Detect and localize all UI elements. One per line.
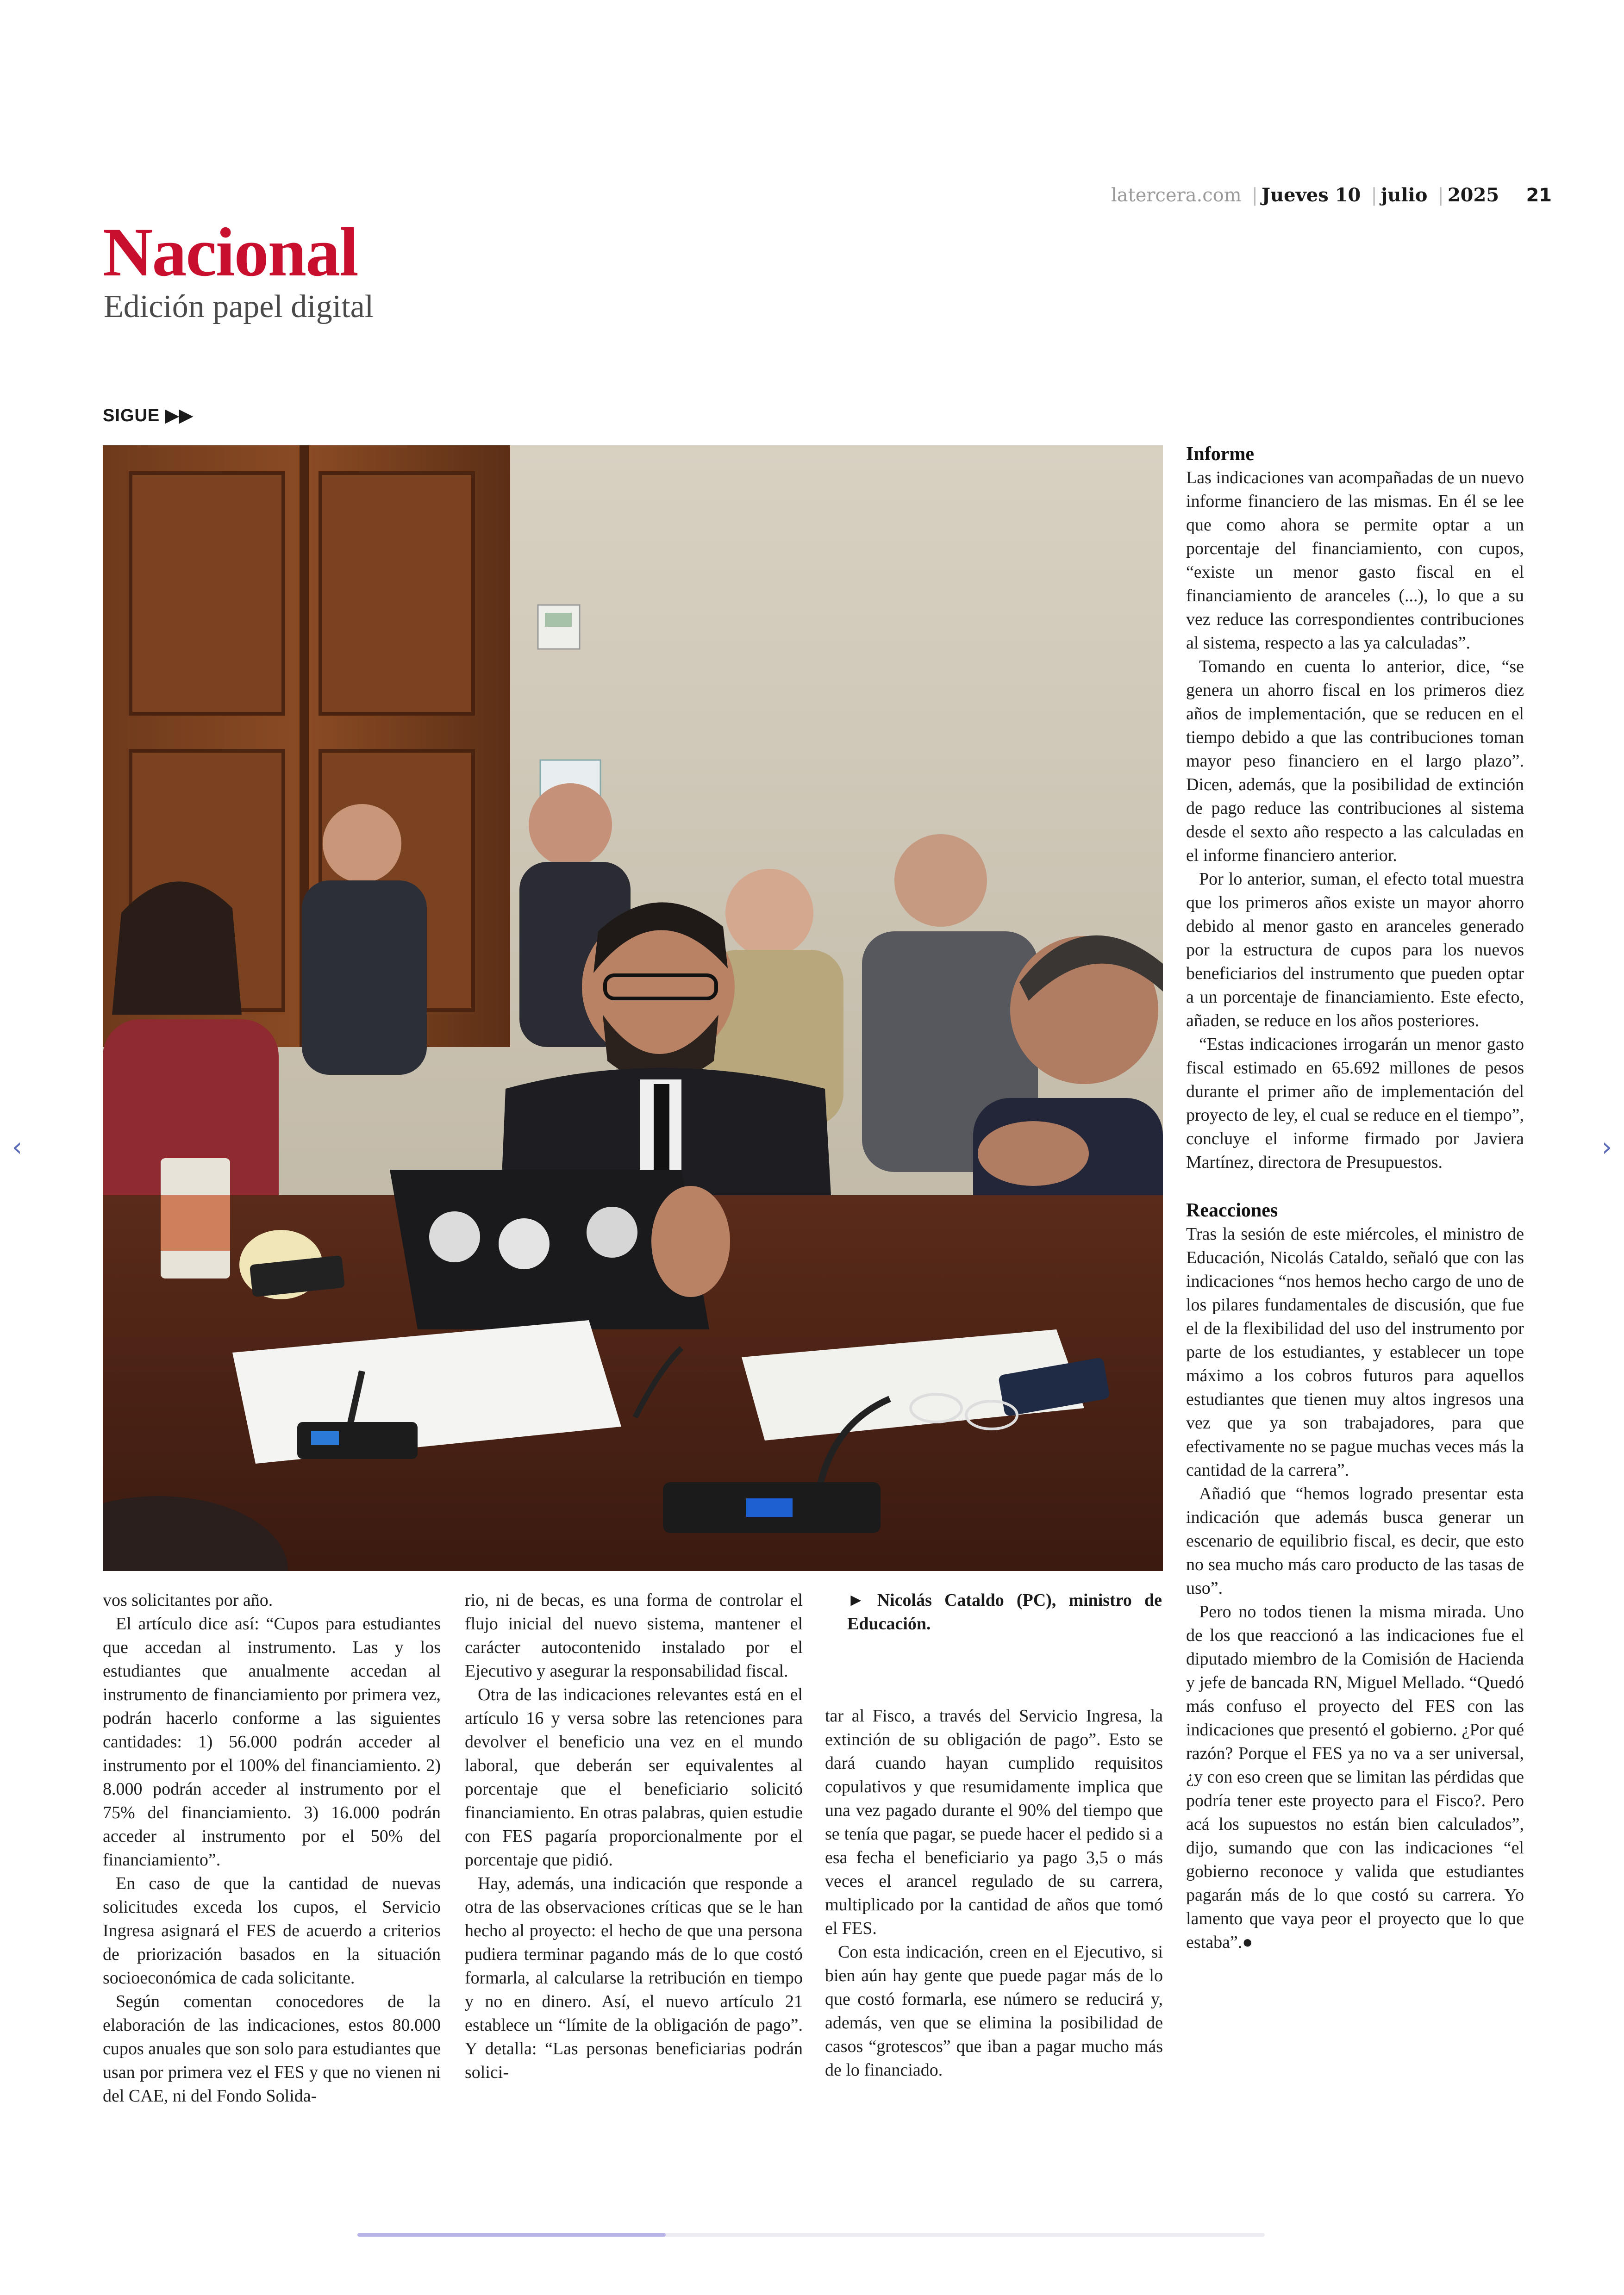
continue-label: SIGUE ▶▶ [103,406,194,425]
paragraph: El artículo dice así: “Cupos para estudiantes que accedan al instrumento. Las y los estudiantes que anualmente accedan al instrumento de financiamiento por primera vez, podrán hacerlo conforme a las siguientes cantidades: 1) 56.000 podrán acceder al instrumento por el 100% del financiamiento. 2) 8.000 podrán acceder al instrumento por el 75% del financiamiento. 3) 16.000 podrán acceder al instrumento por el 50% del financiamiento”. [103,1614,441,1870]
article-column-3 [825,1704,1163,2082]
paragraph: Con esta indicación, creen en el Ejecutivo, si bien aún hay gente que puede pagar más de lo que costó formarla, ese número se reducirá y, además, ven que se elimina la posibilidad de casos “grotescos” que iban a pagar mucho más de lo financiado. [825,1942,1163,2080]
paragraph: vos solicitantes por año. [103,1590,273,1610]
paragraph: Por lo anterior, suman, el efecto total muestra que los primeros años existe un mayor ahorro debido al menor gasto en aranceles generado por la estructura de cupos para los nuevos beneficiarios del instrumento que pueden optar a un porcentaje de financiamiento. Este efecto, añaden, se reduce en los años posteriores. [1186,869,1524,1030]
paragraph: En caso de que la cantidad de nuevas solicitudes exceda los cupos, el Servicio Ingresa asignará el FES de acuerdo a criterios de priorización basados en la situación socioeconómica de cada solicitante. [103,1874,441,1988]
photo-caption: ► Nicolás Cataldo (PC), ministro de Educación. [847,1590,1162,1634]
paragraph: Añadió que “hemos logrado presentar esta indicación que además busca generar un escenario de equilibrio fiscal, es decir, que esto no sea mucho más caro producto de las tasas de uso”. [1186,1484,1524,1598]
paragraph: Las indicaciones van acompañadas de un nuevo informe financiero de las mismas. En él se lee que como ahora se permite optar a un porcentaje del financiamiento, con cupos, “existe un menor gasto fiscal en el financiamiento de aranceles (...), lo que a su vez reduce las correspondientes contribuciones al sistema, respecto a las ya calculadas”. [1186,468,1524,653]
paragraph: “Estas indicaciones irrogarán un menor gasto fiscal estimado en 65.692 millones de pesos durante el primer año de implementación del proyecto de ley, el cual se reduce en el tiempo”, concluye el informe firmado por Javiera Martínez, directora de Presupuestos. [1186,1035,1524,1172]
section-title: Nacional [103,214,358,291]
page-progress-fill [357,2233,666,2237]
issue-day: Jueves 10 [1262,184,1361,206]
article-column-2 [465,1589,803,2084]
next-page-button[interactable]: › [1601,1132,1612,1162]
paragraph: Pero no todos tienen la misma mirada. Uno de los que reaccionó a las indicaciones fue el diputado miembro de la Comisión de Hacienda y jefe de bancada RN, Miguel Mellado. “Quedó más confuso el proyecto del FES con las indicaciones que presentó el gobierno. ¿Por qué razón? Porque el FES ya no va a ser universal, ¿y con eso creen que se limitan las pérdidas que podría tener este proyecto para el Fisco?. Pero acá los supuestos no están bien calculados”, dijo, sumando que con las indicaciones “el gobierno reconoce y valida que estudiantes pagarán más de lo que costó su carrera. Yo lamento que vaya peor el proyecto que lo que estaba”.● [1186,1602,1524,1952]
subheading-informe: Informe [1186,443,1254,465]
paragraph: Hay, además, una indicación que responde a otra de las observaciones críticas que se le han hecho al proyecto: el hecho de que una persona pudiera terminar pagando más de lo que costó formarla, al calcularse la retribución en tiempo y no en dinero. Así, el nuevo artículo 21 establece un “límite de la obligación de pago”. Y detalla: “Las personas beneficiarias podrán solici- [465,1874,803,2082]
paragraph: Tomando en cuenta lo anterior, dice, “se genera un ahorro fiscal en los primeros diez años de implementación, que se reducen en el tiempo debido a que las contribuciones toman mayor peso financiero en el largo plazo”. Dicen, además, que la posibilidad de extinción de pago reduce las contribuciones al sistema desde el sexto año respecto a las calculadas en el informe financiero anterior. [1186,657,1524,865]
article-column-1 [103,1589,441,2108]
page-number: 21 [1526,185,1552,206]
paragraph: rio, ni de becas, es una forma de controlar el flujo inicial del nuevo sistema, mantener el carácter autocontenido instalado por el Ejecutivo y asegurar la responsabilidad fiscal. [465,1590,803,1681]
paragraph: tar al Fisco, a través del Servicio Ingresa, la extinción de su obligación de pago”. Esto se dará cuando hayan cumplido requisitos copulativos y que resumidamente implica que una vez pagado durante el 90% del tiempo que se tenía que pagar, se puede hacer el pedido si a esa fecha el beneficiario ya pago 3,5 o más veces el arancel regulado de su carrera, multiplicado por la cantidad de años que tomó el FES. [825,1706,1163,1938]
issue-year: 2025 [1447,184,1499,206]
issue-month: julio [1380,184,1428,206]
masthead-meta: latercera.com | Jueves 10 | julio | 2025 21 [1111,184,1552,206]
paragraph: Según comentan conocedores de la elaboración de las indicaciones, estos 80.000 cupos anuales que son solo para estudiantes que usan por primera vez el FES y que no vienen ni del CAE, ni del Fondo Solida- [103,1992,441,2106]
prev-page-button[interactable]: ‹ [12,1132,23,1162]
site-name: latercera.com [1111,185,1242,206]
section-subtitle: Edición papel digital [104,289,374,324]
paragraph: Otra de las indicaciones relevantes está en el artículo 16 y versa sobre las retenciones para devolver el beneficio una vez en el mundo laboral, que deberán ser equivalentes al porcentaje que el beneficiario solicitó financiamiento. En otras palabras, quien estudie con FES pagaría proporcionalmente por el porcentaje que pidió. [465,1685,803,1870]
subheading-reacciones: Reacciones [1186,1200,1278,1221]
article-column-4 [1186,442,1524,1954]
article-photo [103,445,1163,1571]
paragraph: Tras la sesión de este miércoles, el ministro de Educación, Nicolás Cataldo, señaló que con las indicaciones “nos hemos hecho cargo de uno de los pilares fundamentales de discusión, que fue el de la flexibilidad del uso del instrumento por parte de los estudiantes, y establecer un tope máximo a los cobros futuros para aquellos estudiantes que tienen muy altos ingresos una vez que ya son trabajadores, para que efectivamente no se pague muchas veces más la cantidad de la carrera”. [1186,1224,1524,1480]
